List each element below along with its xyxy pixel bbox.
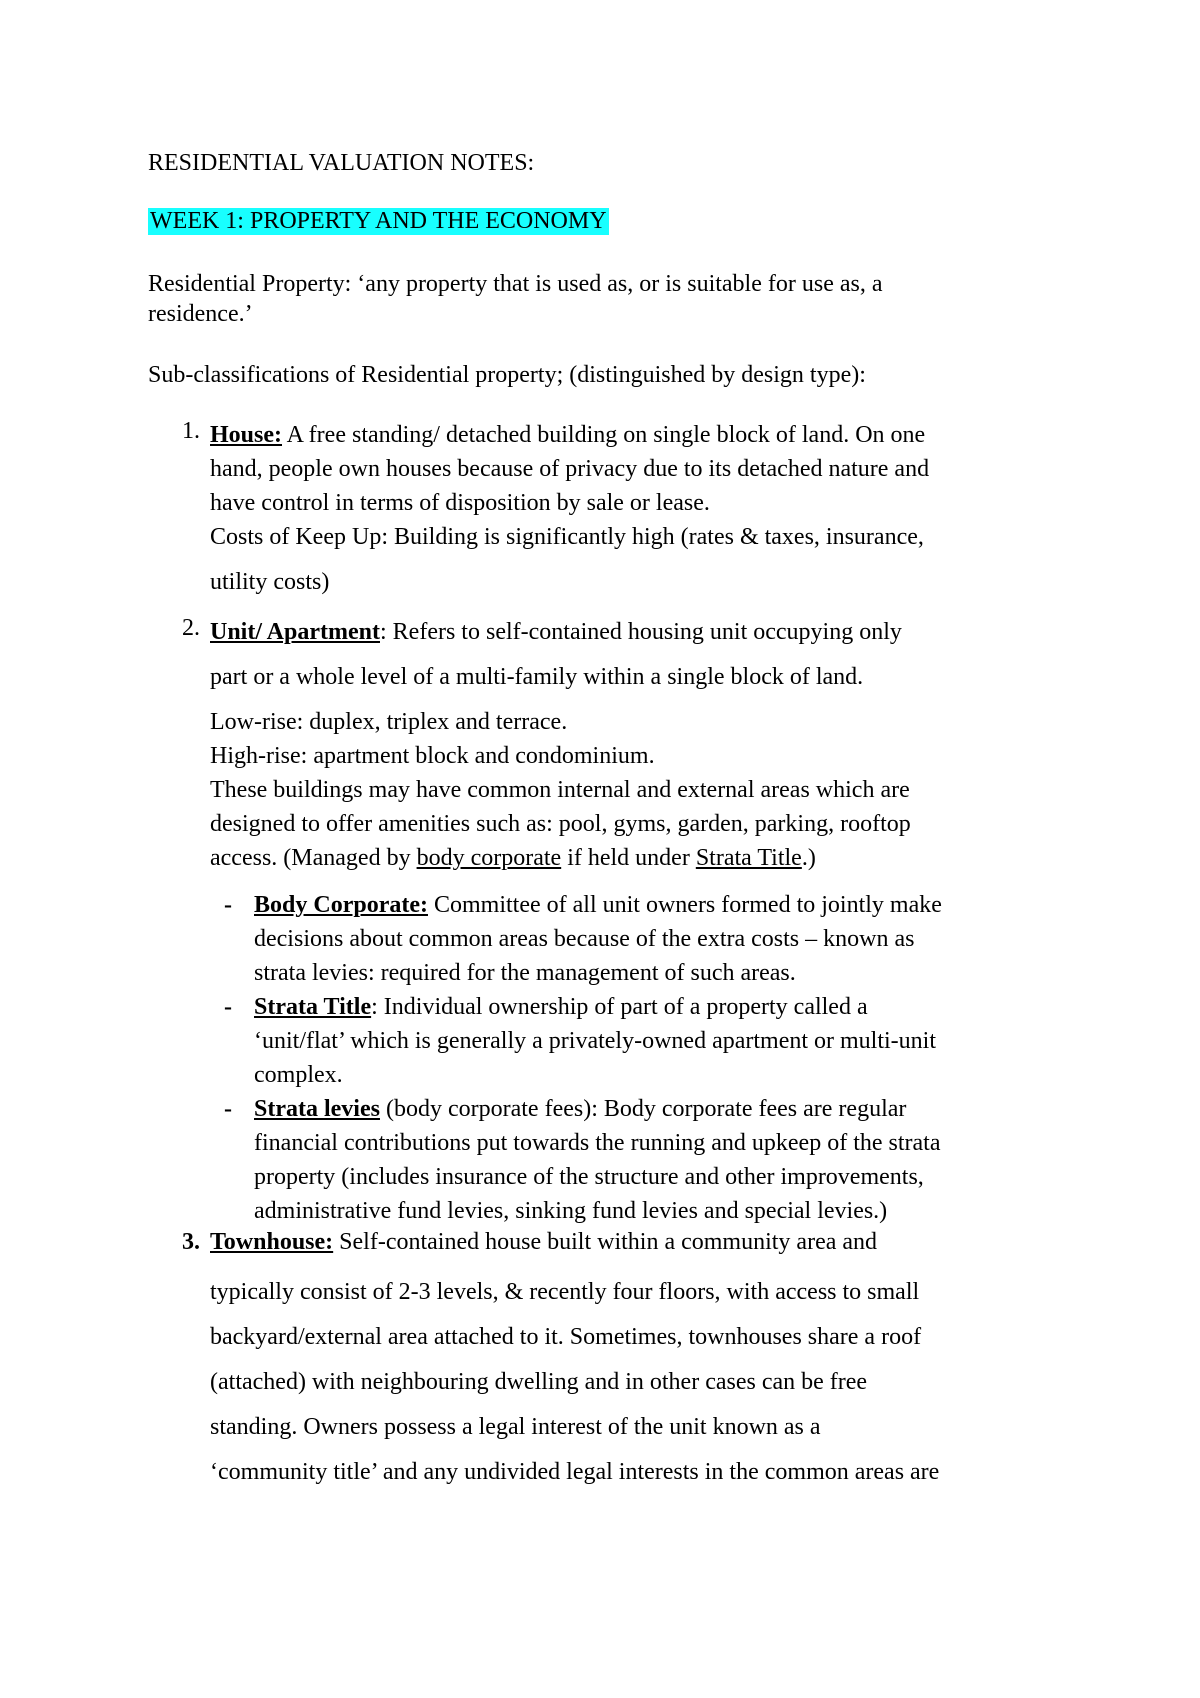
- week-heading: WEEK 1: PROPERTY AND THE ECONOMY: [150, 208, 607, 234]
- strata-title-link: Strata Title: [695, 845, 802, 871]
- item-text: utility costs): [210, 569, 330, 595]
- bullet-text: decisions about common areas because of the extra costs – known as: [254, 926, 915, 952]
- item-text: backyard/external area attached to it. Sometimes, townhouses share a roof: [210, 1324, 922, 1350]
- item-text: A free standing/ detached building on single block of land. On one: [282, 422, 926, 448]
- list-item-townhouse: [182, 1225, 1080, 1495]
- item-term: Unit/ Apartment: [210, 619, 380, 645]
- bullet-dash: -: [224, 892, 232, 918]
- bullet-term: Strata levies: [254, 1096, 380, 1122]
- document-title: RESIDENTIAL VALUATION NOTES:: [148, 150, 535, 176]
- bullet-term: Body Corporate:: [254, 892, 428, 918]
- subclass-intro: Sub-classifications of Residential property; (distinguished by design type):: [148, 362, 866, 388]
- item-text: Costs of Keep Up: Building is significantly high (rates & taxes, insurance,: [210, 524, 924, 550]
- list-number: 1.: [182, 418, 200, 444]
- item-text: have control in terms of disposition by sale or lease.: [210, 490, 710, 516]
- item-text: These buildings may have common internal and external areas which are: [210, 777, 910, 803]
- item-text: part or a whole level of a multi-family within a single block of land.: [210, 664, 864, 690]
- item-text: typically consist of 2-3 levels, & recently four floors, with access to small: [210, 1279, 920, 1305]
- list-number: 2.: [182, 615, 200, 641]
- bullet-text: property (includes insurance of the structure and other improvements,: [254, 1164, 924, 1190]
- bullet-text: strata levies: required for the management of such areas.: [254, 960, 796, 986]
- item-text: : Refers to self-contained housing unit occupying only: [380, 619, 902, 645]
- item-term: Townhouse:: [210, 1229, 334, 1255]
- bullet-text: ‘unit/flat’ which is generally a privately-owned apartment or multi-unit: [254, 1028, 937, 1054]
- bullet-dash: -: [224, 994, 232, 1020]
- bullet-strata-levies: [224, 1092, 1084, 1228]
- list-item-unit-apartment: [182, 615, 1080, 875]
- bullet-text: Committee of all unit owners formed to jointly make: [427, 892, 942, 918]
- bullet-text: (body corporate fees): Body corporate fees are regular: [379, 1096, 907, 1122]
- bullet-text: administrative fund levies, sinking fund levies and special levies.): [254, 1198, 888, 1224]
- bullet-text: : Individual ownership of part of a property called a: [371, 994, 868, 1020]
- list-number: 3.: [182, 1229, 200, 1255]
- bullet-text: financial contributions put towards the running and upkeep of the strata: [254, 1130, 941, 1156]
- definition-paragraph: [148, 269, 1008, 329]
- item-term: House:: [210, 422, 282, 448]
- bullet-body-corporate: [224, 888, 1084, 990]
- bullet-strata-title: [224, 990, 1084, 1092]
- definition-line: residence.’: [148, 301, 253, 327]
- item-text: ‘community title’ and any undivided legal interests in the common areas are: [210, 1459, 940, 1485]
- bullet-dash: -: [224, 1096, 232, 1122]
- bullet-term: Strata Title: [254, 994, 372, 1020]
- item-text: Self-contained house built within a community area and: [333, 1229, 878, 1255]
- item-text-last: access. (Managed by body corporate if held under Strata Title.): [210, 845, 816, 871]
- list-item-house: [182, 418, 1080, 599]
- item-text: Low-rise: duplex, triplex and terrace.: [210, 709, 568, 735]
- bullet-text: complex.: [254, 1062, 343, 1088]
- definition-line: Residential Property: ‘any property that is used as, or is suitable for use as, a: [148, 271, 883, 297]
- item-text: (attached) with neighbouring dwelling and in other cases can be free: [210, 1369, 868, 1395]
- body-corporate-link: body corporate: [416, 845, 562, 871]
- item-text: standing. Owners possess a legal interest of the unit known as a: [210, 1414, 821, 1440]
- item-text: High-rise: apartment block and condominium.: [210, 743, 655, 769]
- item-text: designed to offer amenities such as: pool, gyms, garden, parking, rooftop: [210, 811, 911, 837]
- item-text: hand, people own houses because of privacy due to its detached nature and: [210, 456, 930, 482]
